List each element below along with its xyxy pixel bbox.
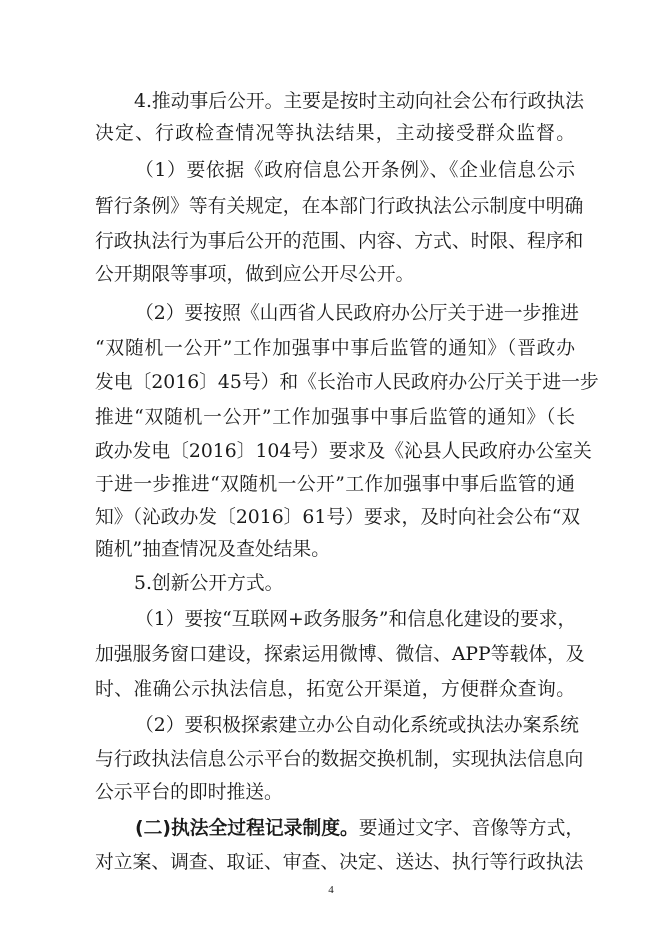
text-line: “双随机一公开”工作加强事中事后监管的通知》（晋政办 — [95, 338, 575, 359]
text-line: （1）要依据《政府信息公开条例》、《企业信息公示 — [135, 160, 575, 181]
text-line: 推进“双随机一公开”工作加强事中事后监管的通知》（长 — [95, 407, 575, 428]
text-line: 4.推动事后公开。主要是按时主动向社会公布行政执法 — [134, 91, 584, 112]
text-line: （2）要积极探索建立办公自动化系统或执法办案系统 — [135, 715, 579, 736]
text-line — [135, 814, 585, 844]
text-line: 加强服务窗口建设，探索运用微博、微信、APP等载体，及 — [95, 644, 585, 665]
text-line: 与行政执法信息公示平台的数据交换机制，实现执法信息向 — [95, 749, 584, 770]
text-line: 5.创新公开方式。 — [134, 573, 284, 594]
text-line: 政办发电〔2016〕104号）要求及《沁县人民政府办公室关 — [95, 441, 592, 462]
section-heading: (二)执法全过程记录制度。 — [135, 818, 359, 839]
text-line: 于进一步推进“双随机一公开”工作加强事中事后监管的通 — [95, 474, 575, 495]
text-line: （1）要按“互联网+政务服务”和信息化建设的要求， — [135, 609, 577, 630]
text-line: 对立案、调查、取证、审查、决定、送达、执行等行政执法 — [95, 852, 584, 873]
text-line: 公示平台的即时推送。 — [95, 782, 283, 803]
text-line: 暂行条例》等有关规定，在本部门行政执法公示制度中明确 — [95, 196, 584, 217]
text-line: 行政执法行为事后公开的范围、内容、方式、时限、程序和 — [95, 231, 584, 252]
text-line: 发电〔2016〕45号）和《长治市人民政府办公厅关于进一步 — [95, 372, 599, 393]
text-line: （2）要按照《山西省人民政府办公厅关于进一步推进 — [135, 303, 579, 324]
text-line: 公开期限等事项，做到应公开尽公开。 — [95, 264, 415, 285]
text-line: 时、准确公示执法信息，拓宽公开渠道，方便群众查询。 — [95, 679, 575, 700]
section-heading-text: 要通过文字、音像等方式， — [358, 818, 585, 839]
text-line: 知》（沁政办发〔2016〕61号）要求，及时向社会公布“双 — [95, 507, 581, 528]
text-line: 决定、行政检查情况等执法结果，主动接受群众监督。 — [95, 123, 575, 144]
text-line: 随机”抽查情况及查处结果。 — [95, 539, 330, 560]
page-number: 4 — [328, 884, 334, 896]
